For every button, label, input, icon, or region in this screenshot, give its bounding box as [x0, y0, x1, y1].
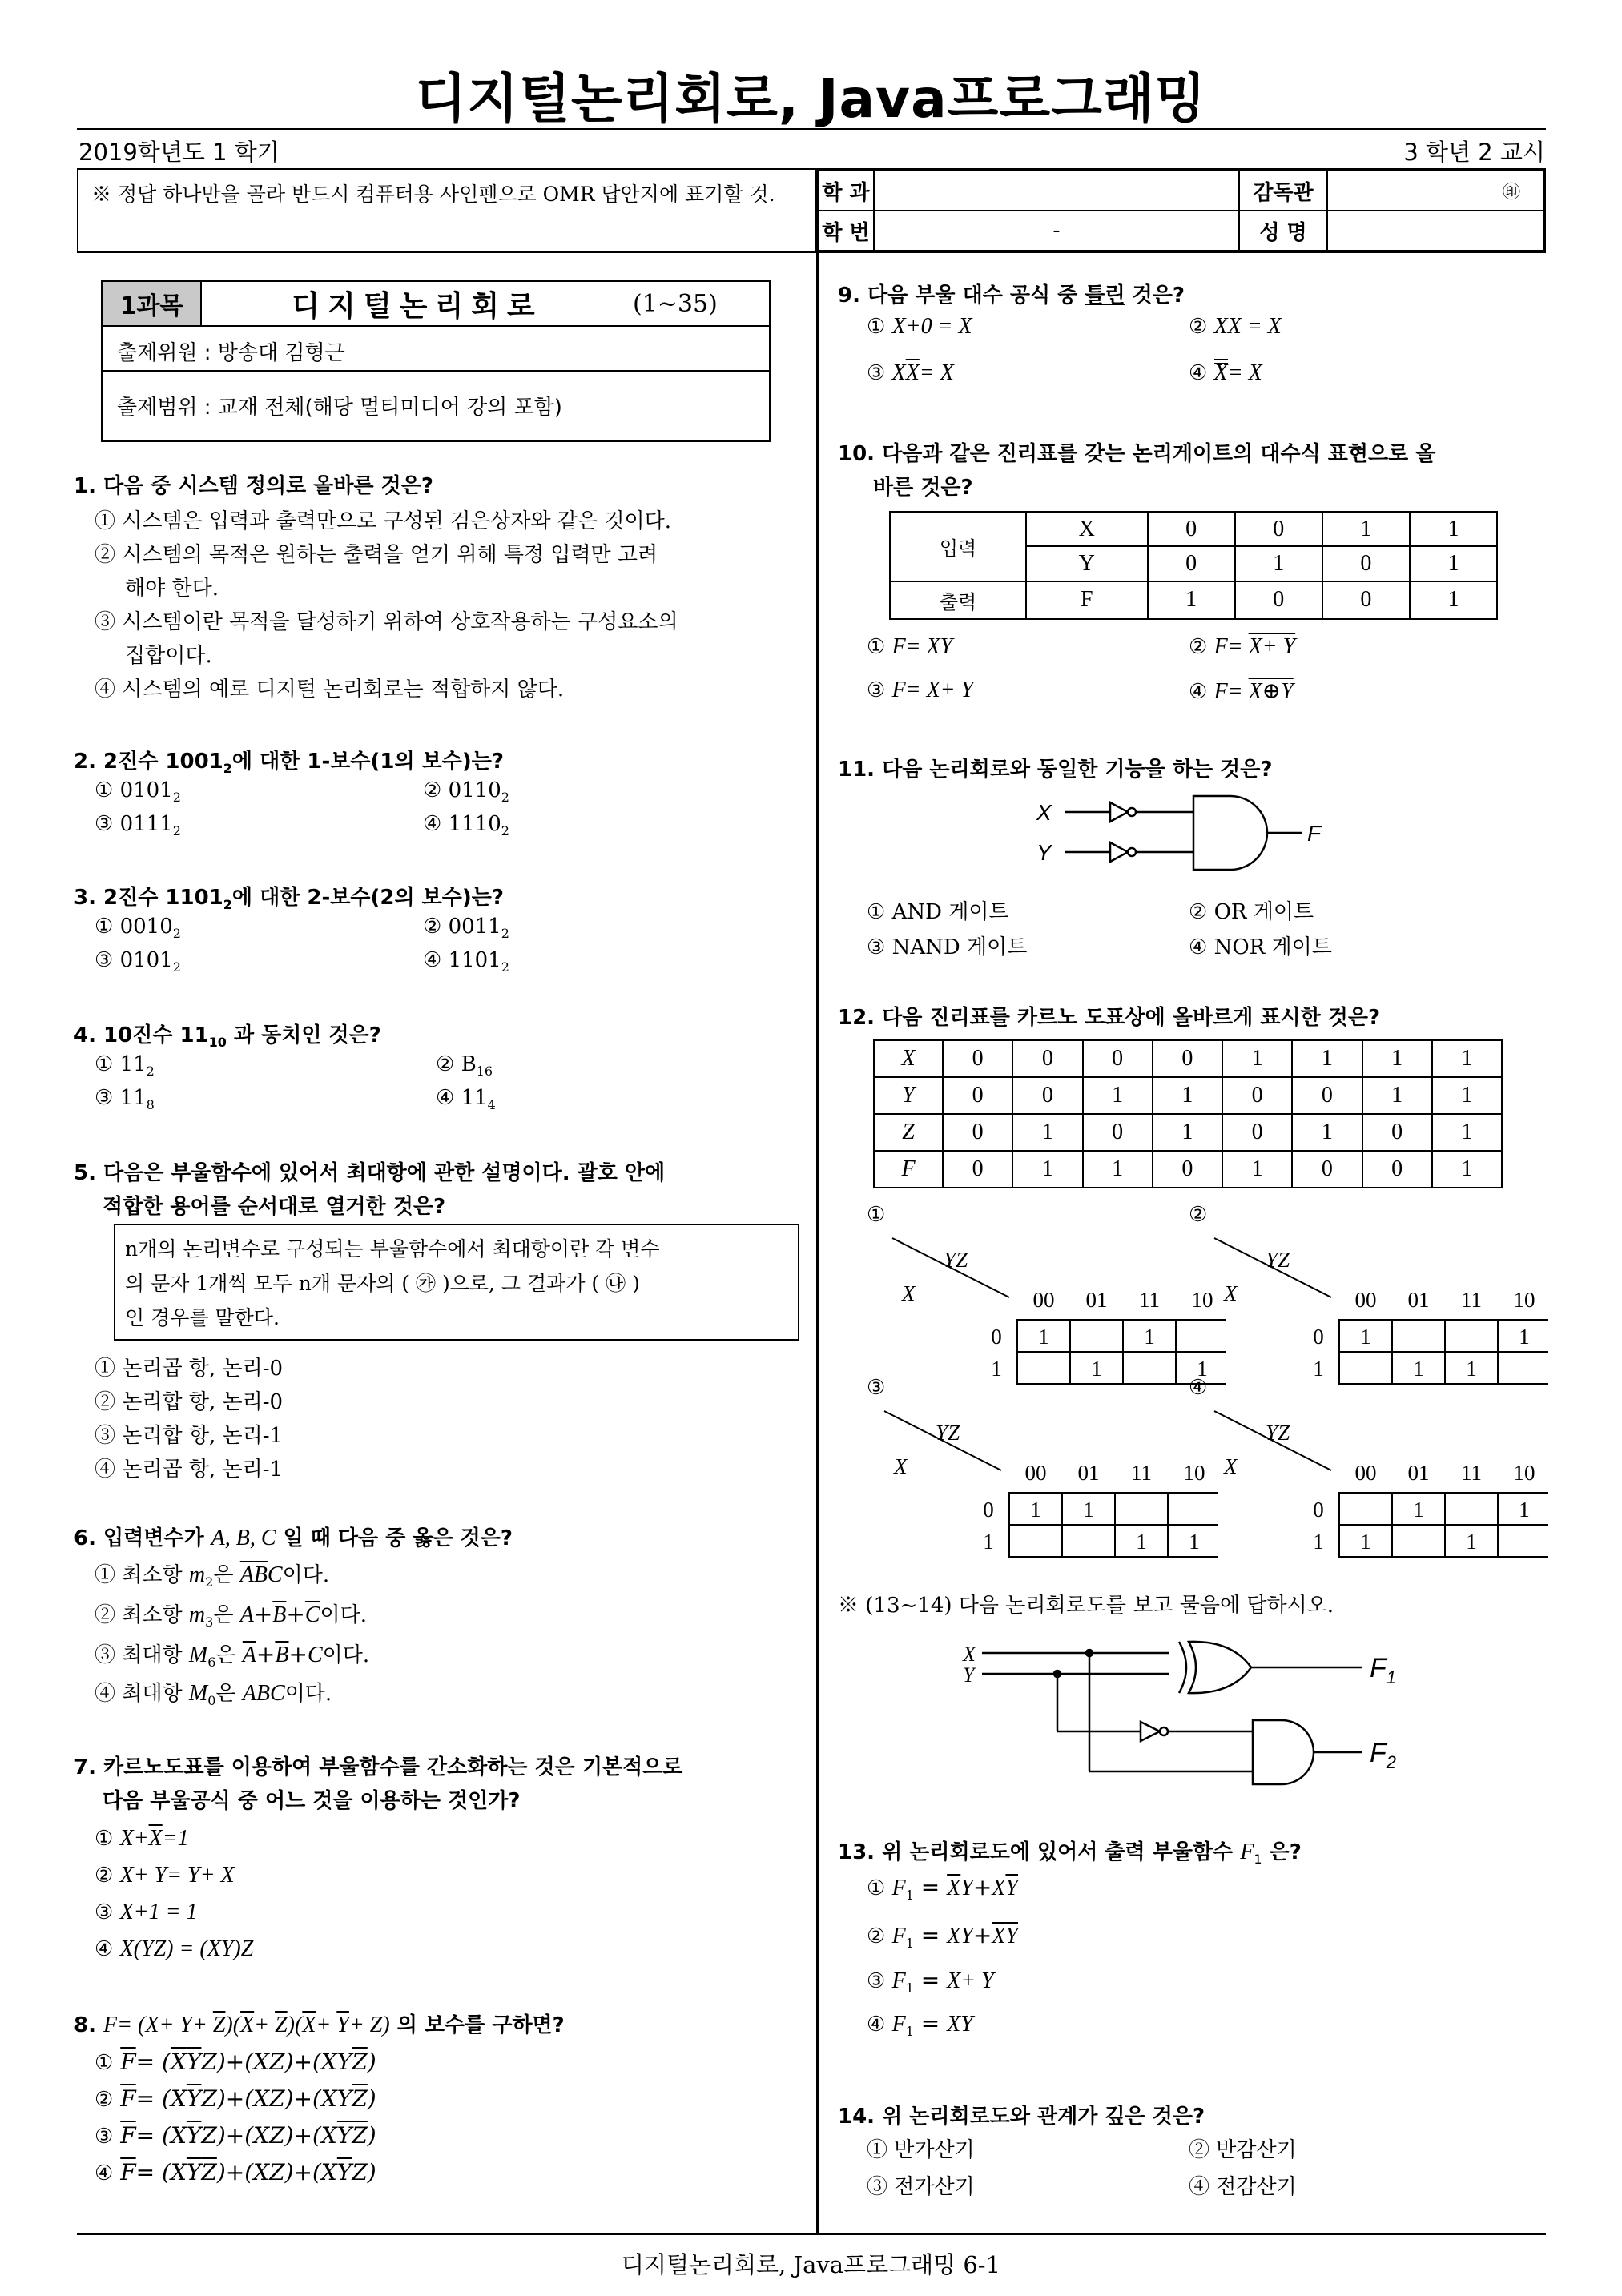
kmap-col-header: 10	[1513, 1461, 1535, 1485]
kmap-yz-label: YZ	[936, 1421, 960, 1445]
q5-option-3[interactable]: ③ 논리합 항, 논리-1	[95, 1424, 284, 1448]
q12-row	[874, 1040, 1502, 1077]
q12-kmap-3[interactable]	[881, 1406, 1218, 1566]
q14-stem: 14. 위 논리회로도와 관계가 깊은 것은?	[838, 2105, 1205, 2129]
q3-option-4[interactable]: ④ $1101_2$	[423, 948, 509, 975]
q11-circuit-diagram	[1033, 786, 1354, 881]
q7-stem: 7. 카르노도표를 이용하여 부울함수를 간소화하는 것은 기본적으로	[74, 1755, 683, 1779]
kmap-col-header: 01	[1407, 1461, 1430, 1485]
q4-option-2[interactable]: ② $B_{16}$	[436, 1052, 493, 1080]
kmap-row-header: 0	[991, 1325, 1002, 1349]
footer-rule	[77, 2233, 1546, 2235]
q5-passage-line-2: 의 문자 1개씩 모두 n개 문자의 ( ㉮ )으로, 그 결과가 ( ㉯ )	[125, 1272, 640, 1295]
q12-cell: 1	[1083, 1151, 1153, 1188]
q2-option-2[interactable]: ② $0110_2$	[423, 778, 509, 806]
q12-kmap-4[interactable]	[1211, 1406, 1548, 1566]
q12-cell: 1	[1222, 1040, 1292, 1077]
subject-box	[101, 280, 771, 442]
q10-stem: 10. 다음과 같은 진리표를 갖는 논리게이트의 대수식 표현으로 올	[838, 442, 1436, 466]
q12-kmap-1[interactable]	[889, 1233, 1226, 1393]
q12-truth-table	[873, 1039, 1503, 1188]
kmap-col-header: 10	[1191, 1288, 1213, 1312]
q13-14-instruction: ※ (13~14) 다음 논리회로도를 보고 물음에 답하시오.	[838, 1594, 1334, 1618]
q10-cell: 1	[1410, 512, 1497, 546]
q10-cell: 1	[1322, 512, 1410, 546]
q13-f1-label: $F_1$	[1370, 1653, 1397, 1687]
kmap-cell-value: 1	[1519, 1325, 1530, 1349]
q4-option-4[interactable]: ④ $11_4$	[436, 1086, 496, 1113]
kmap-cell	[1123, 1352, 1176, 1384]
kmap-cell-value: 1	[1413, 1498, 1424, 1522]
q10-input-label: 입력	[890, 512, 1026, 581]
kmap-cell	[1498, 1525, 1548, 1557]
q13-y-label: Y	[963, 1663, 975, 1687]
q1-option-4[interactable]: ④ 시스템의 예로 디지털 논리회로는 적합하지 않다.	[95, 678, 565, 702]
q7-option-2[interactable]: ② X+ Y= Y+ X	[95, 1863, 235, 1888]
dept-field[interactable]	[874, 171, 1239, 211]
q10-cell: 1	[1148, 581, 1235, 619]
kmap-cell-value: 1	[1038, 1325, 1049, 1349]
subject-tag: 1과목	[103, 282, 202, 325]
q12-option-2[interactable]: ②	[1189, 1203, 1208, 1227]
q10-cell: 0	[1235, 512, 1322, 546]
q10-cell: 0	[1148, 512, 1235, 546]
grade-period-label: 3 학년 2 교시	[1403, 139, 1545, 166]
q12-stem: 12. 다음 진리표를 카르노 도표상에 올바르게 표시한 것은?	[838, 1006, 1381, 1030]
q12-cell: 1	[1362, 1077, 1432, 1114]
page-title: 디지털논리회로, Java프로그래밍	[415, 68, 1207, 130]
q14-option-4[interactable]: ④ 전감산기	[1189, 2175, 1297, 2199]
q3-option-3[interactable]: ③ $0101_2$	[95, 948, 181, 975]
kmap-col-header: 01	[1407, 1288, 1430, 1312]
q6-option-2[interactable]: ② 최소항 $m_3$은 $A+\overline{B}+\overline{C}$이다.	[95, 1601, 368, 1631]
q5-passage-line-1: n개의 논리변수로 구성되는 부울함수에서 최대항이란 각 변수	[125, 1237, 660, 1261]
q5-option-4[interactable]: ④ 논리곱 항, 논리-1	[95, 1458, 284, 1482]
kmap-cell-value: 1	[1360, 1530, 1371, 1554]
q12-cell: 1	[1432, 1040, 1502, 1077]
q4-option-1[interactable]: ① $11_2$	[95, 1052, 155, 1080]
q2-stem: 2. 2진수 $1001_2$에 대한 1-보수(1의 보수)는?	[74, 750, 504, 777]
q13-circuit-diagram	[945, 1622, 1426, 1794]
kmap-col-header: 10	[1183, 1461, 1205, 1485]
subject-author: 출제위원 : 방송대 김형근	[103, 327, 769, 372]
kmap-cell	[1392, 1525, 1445, 1557]
q5-option-2[interactable]: ② 논리합 항, 논리-0	[95, 1390, 284, 1414]
q5-passage-box	[114, 1224, 799, 1341]
q6-stem: 6. 입력변수가 A, B, C 일 때 다음 중 옳은 것은?	[74, 1526, 513, 1550]
q5-stem-cont: 적합한 용어를 순서대로 열거한 것은?	[103, 1195, 446, 1219]
q12-cell: 0	[1222, 1114, 1292, 1151]
q1-option-3-cont: 집합이다.	[125, 644, 212, 668]
q12-option-4[interactable]: ④	[1189, 1376, 1208, 1400]
subject-scope: 출제범위 : 교재 전체(해당 멀티미디어 강의 포함)	[117, 396, 562, 420]
q9-stem: 9. 다음 부울 대수 공식 중 틀린 것은?	[838, 283, 1185, 308]
q1-stem: 1. 다음 중 시스템 정의로 올바른 것은?	[74, 474, 433, 498]
kmap-cell-value: 1	[1083, 1498, 1094, 1522]
kmap-row-header: 0	[1313, 1498, 1324, 1522]
q9-option-2[interactable]: ② XX = X	[1189, 314, 1282, 339]
q11-y-label: Y	[1036, 840, 1052, 865]
q4-stem: 4. 10진수 $11_{10}$ 과 동치인 것은?	[74, 1023, 381, 1051]
kmap-yz-label: YZ	[944, 1248, 968, 1272]
q11-x-label: X	[1036, 800, 1052, 825]
q5-passage-line-3: 인 경우를 말한다.	[125, 1306, 280, 1329]
supervisor-label: 감독관	[1239, 171, 1327, 211]
kmap-cell-value: 1	[1136, 1530, 1147, 1554]
kmap-col-header: 01	[1085, 1288, 1108, 1312]
q10-option-4[interactable]: ④ F= X⊕Y	[1189, 679, 1294, 704]
q1-option-3[interactable]: ③ 시스템이란 목적을 달성하기 위하여 상호작용하는 구성요소의	[95, 610, 678, 634]
kmap-col-header: 01	[1077, 1461, 1100, 1485]
kmap-cell-value: 1	[1091, 1357, 1102, 1381]
kmap-col-header: 11	[1461, 1288, 1482, 1312]
q10-cell: 1	[1235, 546, 1322, 581]
name-field[interactable]	[1327, 211, 1544, 251]
q11-f-label: F	[1307, 821, 1322, 846]
q5-option-1[interactable]: ① 논리곱 항, 논리-0	[95, 1357, 284, 1381]
q7-option-3[interactable]: ③ X+1 = 1	[95, 1900, 198, 1924]
q9-option-1[interactable]: ① X+0 = X	[867, 314, 972, 339]
kmap-cell	[1445, 1320, 1498, 1352]
q8-option-3[interactable]: ③ $\overline{F}= (X\overline{Y}Z)+(XZ)+(X\overline{Y}\overline{Z})$	[95, 2122, 376, 2149]
q14-option-2[interactable]: ② 반감산기	[1189, 2138, 1297, 2162]
kmap-cell-value: 1	[1030, 1498, 1041, 1522]
q12-row	[874, 1151, 1502, 1188]
q11-option-2[interactable]: ② OR 게이트	[1189, 900, 1314, 924]
kmap-row-header: 1	[991, 1357, 1002, 1381]
q10-cell: 1	[1410, 546, 1497, 581]
q12-cell: 1	[1292, 1040, 1362, 1077]
q12-cell: 0	[943, 1114, 1012, 1151]
kmap-yz-label: YZ	[1266, 1248, 1290, 1272]
q7-stem-cont: 다음 부울공식 중 어느 것을 이용하는 것인가?	[103, 1789, 521, 1813]
q12-option-3[interactable]: ③	[867, 1376, 886, 1400]
q12-cell: 1	[1432, 1077, 1502, 1114]
kmap-cell	[1070, 1320, 1123, 1352]
kmap-cell-value: 1	[1144, 1325, 1155, 1349]
q10-cell: 1	[1410, 581, 1497, 619]
id-field[interactable]: -	[874, 211, 1239, 251]
q12-cell: 1	[1012, 1114, 1082, 1151]
kmap-row-header: 0	[1313, 1325, 1324, 1349]
column-divider	[816, 253, 819, 2234]
kmap-cell-value: 1	[1197, 1357, 1208, 1381]
title-rule	[77, 128, 1546, 130]
q12-cell: 0	[1153, 1040, 1222, 1077]
kmap-row-header: 1	[983, 1530, 994, 1554]
q12-cell: 1	[1083, 1077, 1153, 1114]
q12-option-1[interactable]: ①	[867, 1203, 886, 1227]
q10-stem-cont: 바른 것은?	[873, 476, 973, 500]
q12-row	[874, 1077, 1502, 1114]
q10-truth-table	[889, 511, 1498, 620]
q12-cell: 1	[1292, 1114, 1362, 1151]
q12-cell: 0	[1153, 1151, 1222, 1188]
q12-cell: 1	[1362, 1040, 1432, 1077]
q12-var-label: Z	[874, 1114, 943, 1151]
kmap-cell	[1392, 1320, 1445, 1352]
q10-cell: X	[1026, 512, 1148, 546]
q13-stem: 13. 위 논리회로도에 있어서 출력 부울함수 $F_1$ 은?	[838, 1840, 1302, 1868]
q12-cell: 1	[1432, 1151, 1502, 1188]
q12-cell: 0	[1012, 1077, 1082, 1114]
page-footer: 디지털논리회로, Java프로그래밍 6-1	[621, 2251, 1001, 2278]
q10-cell: 0	[1322, 546, 1410, 581]
q10-cell: F	[1026, 581, 1148, 619]
q9-option-4[interactable]: ④ X= X	[1189, 360, 1262, 385]
kmap-col-header: 11	[1131, 1461, 1152, 1485]
q12-var-label: Y	[874, 1077, 943, 1114]
q7-option-1[interactable]: ① $X+\overline{X}=1$	[95, 1826, 189, 1851]
q5-stem: 5. 다음은 부울함수에 있어서 최대항에 관한 설명이다. 괄호 안에	[74, 1161, 666, 1185]
kmap-col-header: 00	[1354, 1288, 1377, 1312]
q10-option-3[interactable]: ③ F= X+ Y	[867, 678, 974, 702]
q10-cell: 0	[1322, 581, 1410, 619]
q8-option-4[interactable]: ④ $\overline{F}= (X\overline{Y}\overline{Z})+(XZ)+(X\overline{Y}Z)$	[95, 2159, 376, 2185]
q1-option-2-cont: 해야 한다.	[125, 577, 219, 601]
kmap-row-header: 1	[1313, 1530, 1324, 1554]
q2-option-3[interactable]: ③ $0111_2$	[95, 812, 181, 839]
kmap-cell-value: 1	[1189, 1530, 1200, 1554]
q2-option-1[interactable]: ① $0101_2$	[95, 778, 181, 806]
dept-label: 학 과	[818, 171, 874, 211]
q6-option-4[interactable]: ④ 최대항 $M_0$은 ABC이다.	[95, 1681, 332, 1709]
kmap-row-header: 0	[983, 1498, 994, 1522]
kmap-cell	[1339, 1352, 1392, 1384]
q12-cell: 0	[943, 1040, 1012, 1077]
q9-option-3[interactable]: ③ $X\overline{X}= X$	[867, 360, 954, 385]
kmap-cell	[1062, 1525, 1115, 1557]
id-label: 학 번	[818, 211, 874, 251]
kmap-cell-value: 1	[1466, 1530, 1477, 1554]
kmap-cell	[1009, 1525, 1062, 1557]
q12-cell: 0	[943, 1077, 1012, 1114]
q12-cell: 1	[1012, 1151, 1082, 1188]
q3-stem: 3. 2진수 $1101_2$에 대한 2-보수(2의 보수)는?	[74, 886, 504, 913]
q3-option-1[interactable]: ① $0010_2$	[95, 915, 181, 942]
subject-range: (1~35)	[633, 289, 718, 318]
q12-cell: 0	[1012, 1040, 1082, 1077]
kmap-col-header: 11	[1139, 1288, 1160, 1312]
kmap-cell	[1445, 1493, 1498, 1525]
q12-cell: 1	[1153, 1077, 1222, 1114]
name-label: 성 명	[1239, 211, 1327, 251]
q1-option-2[interactable]: ② 시스템의 목적은 원하는 출력을 얻기 위해 특정 입력만 고려	[95, 543, 658, 567]
q10-option-2[interactable]: ② F= X+ Y	[1189, 634, 1296, 659]
kmap-x-label: X	[902, 1281, 916, 1305]
q4-option-3[interactable]: ③ $11_8$	[95, 1086, 155, 1113]
q10-cell: Y	[1026, 546, 1148, 581]
q12-cell: 1	[1432, 1114, 1502, 1151]
q11-option-4[interactable]: ④ NOR 게이트	[1189, 935, 1332, 959]
q13-option-2[interactable]: ② $F_1 = XY+\overline{X}\overline{Y}$	[867, 1922, 1018, 1952]
q10-cell: 0	[1235, 581, 1322, 619]
q1-option-1[interactable]: ① 시스템은 입력과 출력만으로 구성된 검은상자와 같은 것이다.	[95, 509, 672, 533]
instruction-box: ※ 정답 하나만을 골라 반드시 컴퓨터용 사인펜으로 OMR 답안지에 표기할 것.	[77, 168, 817, 253]
q13-option-3[interactable]: ③ $F_1 = X+ Y$	[867, 1967, 994, 1996]
kmap-cell-value: 1	[1360, 1325, 1371, 1349]
semester-label: 2019학년도 1 학기	[78, 139, 280, 166]
q10-output-label: 출력	[890, 581, 1026, 619]
q8-option-2[interactable]: ② $\overline{F}= (X\overline{Y}Z)+(XZ)+(XY\overline{Z})$	[95, 2085, 376, 2112]
kmap-cell	[1498, 1352, 1548, 1384]
q12-cell: 0	[1083, 1040, 1153, 1077]
student-info-table	[817, 168, 1546, 253]
kmap-cell	[1168, 1493, 1218, 1525]
q13-x-label: X	[963, 1643, 976, 1666]
q12-row	[874, 1114, 1502, 1151]
q12-var-label: F	[874, 1151, 943, 1188]
kmap-row-header: 1	[1313, 1357, 1324, 1381]
q13-option-4[interactable]: ④ $F_1$ = XY	[867, 2010, 973, 2040]
kmap-col-header: 00	[1354, 1461, 1377, 1485]
q11-option-3[interactable]: ③ NAND 게이트	[867, 935, 1028, 959]
kmap-x-label: X	[1224, 1281, 1238, 1305]
q12-cell: 0	[1292, 1077, 1362, 1114]
q6-option-3[interactable]: ③ 최대항 $M_6$은 $\overline{A}+\overline{B}+C$이다.	[95, 1641, 370, 1671]
q11-option-1[interactable]: ① AND 게이트	[867, 900, 1009, 924]
q12-cell: 0	[943, 1151, 1012, 1188]
kmap-x-label: X	[1224, 1454, 1238, 1478]
q12-cell: 0	[1292, 1151, 1362, 1188]
subject-name: 디지털논리회로	[292, 289, 543, 323]
kmap-col-header: 00	[1024, 1461, 1047, 1485]
q12-cell: 0	[1083, 1114, 1153, 1151]
q12-cell: 0	[1362, 1151, 1432, 1188]
q12-cell: 1	[1222, 1151, 1292, 1188]
q12-cell: 1	[1153, 1114, 1222, 1151]
kmap-col-header: 10	[1513, 1288, 1535, 1312]
q8-stem: 8. $F= (X+ Y+ \overline{Z})(\overline{X}+ \overline{Z})(\overline{X}+ \overline{Y}+ Z)$ 의 보수를 구하면?	[74, 2013, 565, 2037]
q10-option-1[interactable]: ① F= XY	[867, 634, 953, 659]
seal-field[interactable]: ㊞	[1327, 171, 1544, 211]
kmap-cell-value: 1	[1413, 1357, 1424, 1381]
q14-option-3[interactable]: ③ 전가산기	[867, 2175, 975, 2199]
q8-option-1[interactable]: ① $\overline{F}= (\overline{X}\overline{Y}Z)+(XZ)+(XY\overline{Z})$	[95, 2049, 376, 2075]
q13-f2-label: $F_2$	[1370, 1738, 1397, 1772]
kmap-yz-label: YZ	[1266, 1421, 1290, 1445]
kmap-cell-value: 1	[1466, 1357, 1477, 1381]
kmap-cell	[1339, 1493, 1392, 1525]
q12-cell: 0	[1222, 1077, 1292, 1114]
kmap-col-header: 11	[1461, 1461, 1482, 1485]
q3-option-2[interactable]: ② $0011_2$	[423, 915, 509, 942]
kmap-col-header: 00	[1032, 1288, 1055, 1312]
q12-var-label: X	[874, 1040, 943, 1077]
kmap-cell	[1115, 1493, 1168, 1525]
kmap-cell-value: 1	[1519, 1498, 1530, 1522]
q11-stem: 11. 다음 논리회로와 동일한 기능을 하는 것은?	[838, 758, 1273, 782]
q13-option-1[interactable]: ① $F_1 = \overline{X}Y+X\overline{Y}$	[867, 1874, 1018, 1904]
q12-kmap-2[interactable]	[1211, 1233, 1548, 1393]
kmap-cell	[1017, 1352, 1070, 1384]
q12-cell: 0	[1362, 1114, 1432, 1151]
q6-option-1[interactable]: ① 최소항 $m_2$은 $\overline{A}\overline{B}C$이다.	[95, 1562, 330, 1590]
q7-option-4[interactable]: ④ X(YZ) = (XY)Z	[95, 1936, 254, 1961]
q14-option-1[interactable]: ① 반가산기	[867, 2138, 975, 2162]
kmap-x-label: X	[894, 1454, 908, 1478]
q10-cell: 0	[1148, 546, 1235, 581]
q2-option-4[interactable]: ④ $1110_2$	[423, 812, 509, 839]
